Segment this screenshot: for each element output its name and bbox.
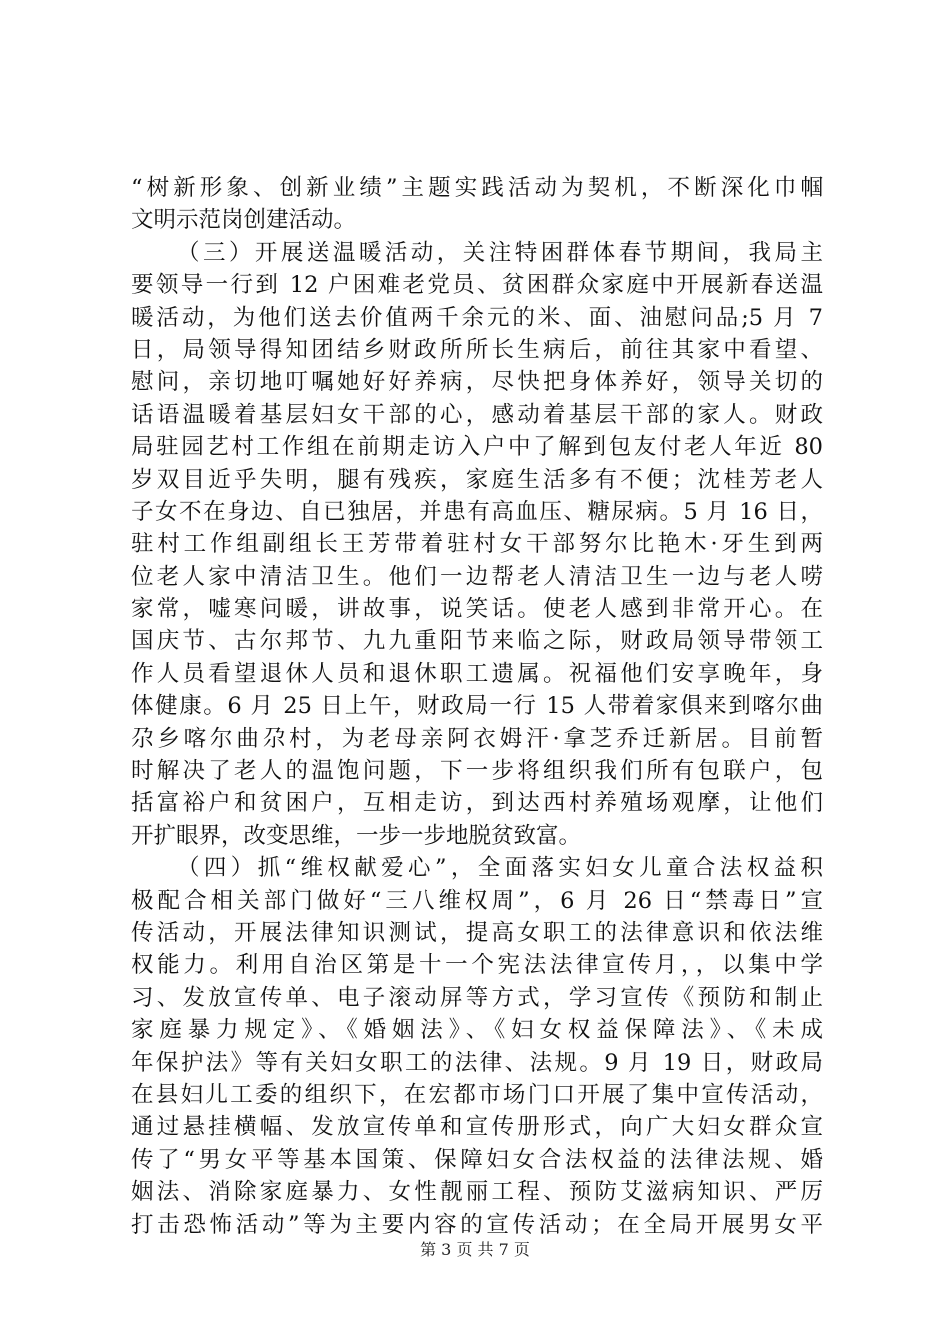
text-line: 括富裕户和贫困户，互相走访，到达西村养殖场观摩，让他们 [131,790,823,817]
text-line: 局驻园艺村工作组在前期走访入户中了解到包友付老人年近 80 [131,434,823,461]
text-line: 时解决了老人的温饱问题，下一步将组织我们所有包联户，包 [131,758,823,785]
paragraph-start-line: （四）抓“维权献爱心”，全面落实妇女儿童合法权益积 [177,855,823,882]
text-line: 位老人家中清洁卫生。他们一边帮老人清洁卫生一边与老人唠 [131,563,823,590]
text-line: 传了“男女平等基本国策、保障妇女合法权益的法律法规、婚 [131,1146,823,1173]
text-line: 要领导一行到 12 户困难老党员、贫困群众家庭中开展新春送温 [131,272,823,299]
text-line: 习、发放宣传单、电子滚动屏等方式，学习宣传《预防和制止 [131,984,823,1011]
page-number-footer: 第 3 页 共 7 页 [420,1240,530,1259]
text-line: 尕乡喀尔曲尕村，为老母亲阿衣姆汗·拿芝乔迁新居。目前暂 [131,725,823,752]
text-line: 话语温暖着基层妇女干部的心，感动着基层干部的家人。财政 [131,401,823,428]
text-line: 暖活动，为他们送去价值两千余元的米、面、油慰问品;5 月 7 [131,304,823,331]
text-line: 体健康。6 月 25 日上午，财政局一行 15 人带着家俱来到喀尔曲 [131,693,823,720]
text-line: 子女不在身边、自已独居，并患有高血压、糖尿病。5 月 16 日， [131,498,823,525]
text-line: 慰问，亲切地叮嘱她好好养病，尽快把身体养好，领导关切的 [131,369,823,396]
text-line: 岁双目近乎失明，腿有残疾，家庭生活多有不便；沈桂芳老人 [131,466,823,493]
text-line: 日，局领导得知团结乡财政所所长生病后，前往其家中看望、 [131,336,823,363]
text-line: 通过悬挂横幅、发放宣传单和宣传册形式，向广大妇女群众宣 [131,1114,823,1141]
text-line: 作人员看望退休人员和退休职工遗属。祝福他们安享晚年，身 [131,660,823,687]
text-line: 开扩眼界，改变思维，一步一步地脱贫致富。 [131,822,582,849]
text-line: 家庭暴力规定》、《婚姻法》、《妇女权益保障法》、《未成 [131,1017,823,1044]
paragraph-start-line: （三）开展送温暖活动，关注特困群体春节期间，我局主 [177,239,823,266]
text-line: 传活动，开展法律知识测试，提高女职工的法律意识和依法维 [131,919,823,946]
text-line: “树新形象、创新业绩”主题实践活动为契机，不断深化巾帼 [131,175,823,201]
text-line: 国庆节、古尔邦节、九九重阳节来临之际，财政局领导带领工 [131,628,823,655]
text-line: 姻法、消除家庭暴力、女性靓丽工程、预防艾滋病知识、严厉 [131,1179,823,1206]
text-line: 在县妇儿工委的组织下，在宏都市场门口开展了集中宣传活动， [131,1081,823,1108]
text-line: 打击恐怖活动”等为主要内容的宣传活动；在全局开展男女平 [131,1211,823,1238]
text-line: 权能力。利用自治区第是十一个宪法法律宣传月，，以集中学 [131,952,823,979]
document-body [131,172,823,1241]
text-line: 年保护法》等有关妇女职工的法律、法规。9 月 19 日，财政局 [131,1049,823,1076]
text-line: 极配合相关部门做好“三八维权周”，6 月 26 日“禁毒日”宣 [131,887,823,914]
text-line: 文明示范岗创建活动。 [131,207,357,234]
text-line: 家常，嘘寒问暖，讲故事，说笑话。使老人感到非常开心。在 [131,596,823,623]
text-line: 驻村工作组副组长王芳带着驻村女干部努尔比艳木·牙生到两 [131,531,823,558]
